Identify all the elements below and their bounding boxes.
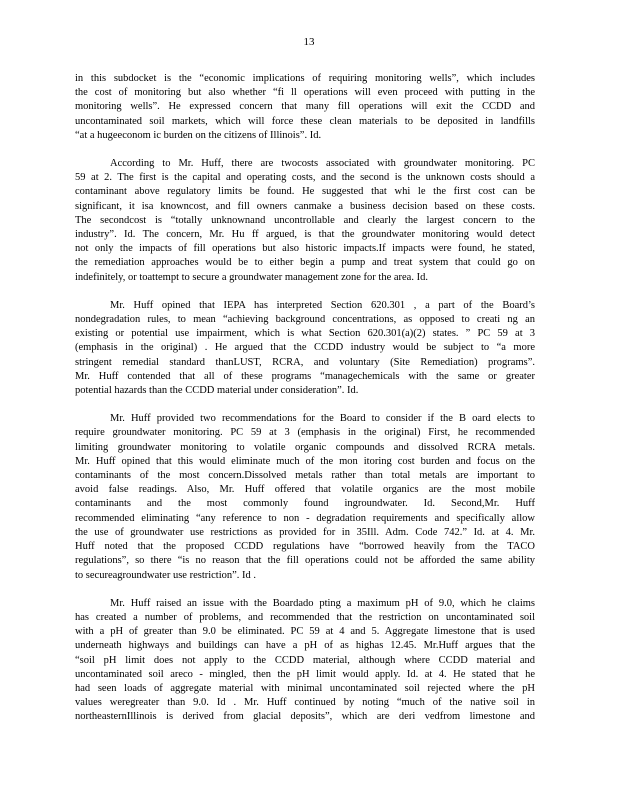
text-line: northeasternIllinois is derived from glacial deposits”, which are deri vedfrom limestone and xyxy=(75,711,535,723)
text-line: (emphasis in the original) . He argued that the CCDD industry would be subject to “a more xyxy=(75,342,535,354)
text-line: Mr. Huff opined that IEPA has interpreted Section 620.301 , a part of the Board’s xyxy=(110,299,535,311)
text-line: indefinitely, or toattempt to secure a groundwater management zone for the area. Id. xyxy=(75,271,428,283)
text-line: Huff noted that the proposed CCDD regulations have “borrowed heavily from the TACO xyxy=(75,541,535,553)
text-line: Mr. Huff opined that this would eliminate much of the mon itoring cost burden and focus on the xyxy=(75,455,535,467)
text-line: not only the impacts of fill operations but also historic impacts.If impacts were found, he stated, xyxy=(75,243,535,255)
paragraph xyxy=(75,157,535,285)
text-line: The secondcost is “totally unknownand uncontrollable and clearly the largest concern to the xyxy=(75,214,535,226)
text-line: contaminants and the most commonly found ingroundwater. Id. Second,Mr. Huff xyxy=(75,498,535,510)
text-line: “soil pH limit does not apply to the CCDD material, although where CCDD material and xyxy=(75,654,535,666)
body-text xyxy=(75,72,535,739)
text-line: monitoring wells”. He expressed concern that many fill operations will exit the CCDD and xyxy=(75,101,535,113)
text-line: existing or potential use impairment, which is what Section 620.301(a)(2) states. ” PC 59 at 3 xyxy=(75,328,535,340)
text-line: with a pH of greater than 9.0 be eliminated. PC 59 at 4 and 5. Aggregate limestone that is used xyxy=(75,626,535,638)
text-line: the remediation approaches would be to either begin a pump and treat system that could go on xyxy=(75,257,535,269)
text-line: had seen loads of aggregate material with minimal uncontaminated soil rejected where the pH xyxy=(75,682,535,694)
text-line: require groundwater monitoring. PC 59 at 3 (emphasis in the original) First, he recommended xyxy=(75,427,535,439)
paragraph xyxy=(75,412,535,582)
text-line: significant, it isa knowncost, and fill owners canmake a business decision based on these costs. xyxy=(75,200,535,212)
text-line: Mr. Huff contended that all of these programs “managechemicals with the same or greater xyxy=(75,370,535,382)
text-line: to secureagroundwater use restriction”. Id . xyxy=(75,569,257,581)
text-line: According to Mr. Huff, there are twocosts associated with groundwater monitoring. PC xyxy=(110,158,535,170)
text-line: values weregreater than 9.0. Id . Mr. Huff continued by noting “much of the native soil in xyxy=(75,697,535,709)
text-line: potential hazards than the CCDD material under consideration”. Id. xyxy=(75,385,359,397)
text-line: recommended eliminating “any reference to non - degradation requirements and specifically allow xyxy=(75,512,535,524)
text-line: in this subdocket is the “economic implications of requiring monitoring wells”, which includes xyxy=(75,73,535,84)
text-line: has created a number of problems, and recommended that the restriction on uncontaminated soil xyxy=(75,611,535,623)
text-line: the cost of monitoring but also whether “fi ll operations will even proceed with putting in the xyxy=(75,87,535,99)
text-line: nondegradation rules, to mean “achieving background concentrations, as opposed to creati ng an xyxy=(75,314,535,326)
text-line: 59 at 2. The first is the capital and operating costs, and the second is the unknown costs should a xyxy=(75,172,535,184)
text-line: uncontaminated soil areco - mingled, then the pH limit would apply. Id. at 4. He stated that he xyxy=(75,668,535,680)
text-line: “at a hugeeconom ic burden on the citizens of Illinois”. Id. xyxy=(75,129,322,141)
paragraph xyxy=(75,299,535,398)
page-number: 13 xyxy=(303,36,315,48)
text-line: contaminants of the most concern.Dissolved metals rather than total metals are important to xyxy=(75,470,535,482)
text-line: Mr. Huff provided two recommendations for the Board to consider if the B oard elects to xyxy=(110,413,535,425)
text-line: uncontaminated soil markets, which will force these clean materials to be deposited in landfills xyxy=(75,115,535,127)
text-line: Mr. Huff raised an issue with the Boardado pting a maximum pH of 9.0, which he claims xyxy=(110,597,535,609)
text-line: regulations”, so there “is no reason that the fill operations could not be afforded the same ability xyxy=(75,555,535,567)
text-line: underneath highways and buildings can have a pH of as highas 12.45. Mr.Huff argues that the xyxy=(75,640,535,652)
text-line: limiting groundwater monitoring to volatile organic compounds and dissolved RCRA metals. xyxy=(75,441,535,453)
text-line: contaminant above regulatory limits be found. He suggested that whi le the first cost can be xyxy=(75,186,535,198)
paragraph xyxy=(75,72,535,143)
text-line: the use of groundwater use restrictions as provided for in 35Ill. Adm. Code 742.” Id. at 4. Mr. xyxy=(75,526,535,538)
text-line: industry”. Id. The concern, Mr. Hu ff argued, is that the groundwater monitoring would detect xyxy=(75,229,535,241)
paragraph xyxy=(75,597,535,725)
text-line: stringent remedial standard thanLUST, RCRA, and voluntary (Site Remediation) programs”. xyxy=(75,356,535,368)
text-line: avoid false readings. Also, Mr. Huff offered that volatile organics are the most mobile xyxy=(75,484,535,496)
